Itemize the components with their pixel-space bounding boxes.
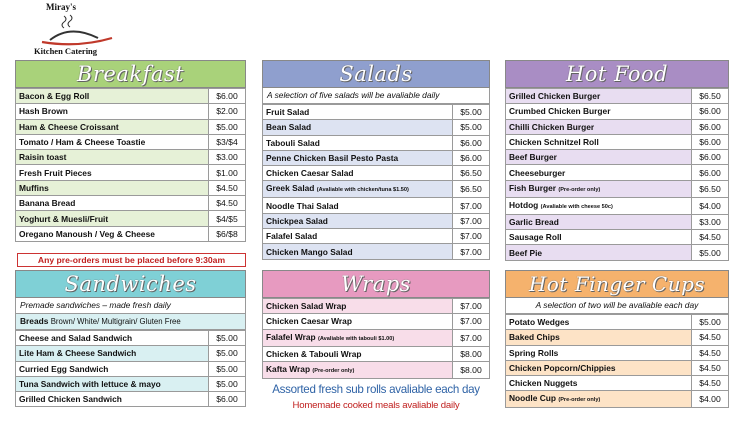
menu-item-name [506,104,692,119]
menu-item-name [506,230,692,245]
menu-item-price: $4.50 [692,345,729,360]
menu-item-label: Greek Salad [266,183,315,194]
menu-item-price: $6.50 [692,89,729,104]
menu-item-name [263,120,453,135]
sandwiches-header: Sandwiches [15,270,246,298]
menu-item-label: Chilli Chicken Burger [509,121,595,132]
salads-table [262,104,490,260]
menu-item-label: Garlic Bread [509,216,559,227]
menu-item-row [263,299,490,314]
menu-item-row [263,329,490,346]
menu-item-row [16,392,246,407]
menu-item-row [506,245,729,260]
menu-item-name [263,135,453,150]
menu-item-label: Hotdog [509,199,539,210]
menu-item-name [263,361,453,378]
menu-item-name [16,392,209,407]
menu-item-row [263,198,490,213]
menu-item-row [16,89,246,104]
menu-item-row [16,104,246,119]
menu-item-row [16,119,246,134]
menu-item-row [506,345,729,360]
menu-item-name [263,181,453,198]
menu-item-label: Tomato / Ham & Cheese Toastie [19,137,146,148]
menu-item-row [506,214,729,229]
menu-item-label: Noodle Cup [509,393,556,404]
menu-item-label: Chicken Caesar Wrap [266,316,352,327]
sandwiches-table [15,330,246,407]
breakfast-header: Breakfast [15,60,246,88]
menu-item-label: Raisin toast [19,152,67,163]
menu-item-label: Fruit Salad [266,107,310,118]
menu-item-price: $6.50 [453,181,490,198]
menu-item-row [16,150,246,165]
menu-item-price: $5.00 [209,346,246,361]
menu-item-label: Beef Pie [509,247,543,258]
menu-item-name [16,376,209,391]
hot-finger-cups-table [505,314,729,408]
menu-item-row [263,244,490,259]
menu-item-row [263,314,490,329]
menu-item-price: $4.50 [692,360,729,375]
menu-item-note: (Avaliable with cheese 50c) [540,203,613,210]
menu-item-note: (Pre-order only) [558,397,601,404]
logo [30,2,120,56]
hot-finger-cups-note: A selection of two will be avaliable each day [505,298,729,314]
menu-item-label: Tuna Sandwich with lettuce & mayo [19,379,161,390]
menu-item-label: Chicken Nuggets [509,378,578,389]
menu-item-price: $8.00 [453,361,490,378]
menu-item-price: $4.50 [692,376,729,391]
menu-item-name [16,180,209,195]
menu-item-label: Yoghurt & Muesli/Fruit [19,213,109,224]
menu-item-label: Lite Ham & Cheese Sandwich [19,348,137,359]
menu-item-price: $4.00 [692,197,729,214]
menu-item-row [506,315,729,330]
hot-food-table [505,88,729,261]
menu-item-label: Grilled Chicken Burger [509,91,601,102]
menu-item-label: Cheese and Salad Sandwich [19,333,133,344]
menu-item-name [16,211,209,226]
menu-item-price: $6.00 [692,119,729,134]
sandwiches-note: Premade sandwiches – made fresh daily [15,298,246,314]
menu-item-price: $2.00 [209,104,246,119]
menu-item-label: Bean Salad [266,122,312,133]
menu-item-name [263,198,453,213]
menu-item-label: Grilled Chicken Sandwich [19,394,122,405]
menu-item-label: Crumbed Chicken Burger [509,106,611,117]
hot-finger-cups-header: Hot Finger Cups [505,270,729,298]
menu-item-row [506,360,729,375]
menu-item-price: $7.00 [453,329,490,346]
menu-item-name [263,150,453,165]
menu-item-price: $5.00 [692,315,729,330]
menu-item-name [506,89,692,104]
menu-item-label: Muffins [19,182,49,193]
menu-item-row [263,150,490,165]
menu-item-price: $3/$4 [209,134,246,149]
menu-item-row [263,361,490,378]
menu-item-label: Falafel Wrap [266,331,316,342]
menu-item-price: $3.00 [209,150,246,165]
menu-item-label: Oregano Manoush / Veg & Cheese [19,228,155,239]
menu-item-row [16,211,246,226]
menu-item-label: Fresh Fruit Pieces [19,167,92,178]
menu-item-price: $4.50 [209,196,246,211]
menu-item-price: $5.00 [692,245,729,260]
menu-item-label: Ham & Cheese Croissant [19,121,119,132]
menu-item-row [16,180,246,195]
menu-item-name [16,89,209,104]
menu-item-name [16,150,209,165]
menu-item-price: $6/$8 [209,226,246,241]
menu-item-row [263,166,490,181]
menu-item-label: Noodle Thai Salad [266,200,339,211]
menu-item-name [506,197,692,214]
menu-item-price: $4/$5 [209,211,246,226]
menu-item-note: (Pre-order only) [558,186,601,193]
menu-item-name [506,165,692,180]
menu-item-row [263,213,490,228]
menu-item-note: (Pre-order only) [312,367,355,374]
menu-item-label: Spring Rolls [509,347,559,358]
menu-item-price: $6.50 [692,180,729,197]
menu-item-name [506,376,692,391]
menu-item-label: Chickpea Salad [266,215,328,226]
menu-item-row [263,346,490,361]
wraps-table [262,298,490,379]
menu-item-name [506,315,692,330]
menu-item-name [263,346,453,361]
menu-item-price: $7.00 [453,213,490,228]
menu-item-name [506,180,692,197]
menu-item-name [506,245,692,260]
menu-item-label: Beef Burger [509,152,557,163]
breakfast-panel [15,60,246,242]
menu-item-price: $4.50 [692,330,729,345]
salads-panel [262,60,490,260]
menu-item-row [16,196,246,211]
hot-food-header: Hot Food [505,60,729,88]
menu-item-name [16,119,209,134]
logo-name-top: Miray's [46,2,76,12]
menu-item-label: Bacon & Egg Roll [19,91,90,102]
menu-item-price: $5.00 [209,361,246,376]
menu-item-price: $6.00 [209,89,246,104]
menu-item-row [263,135,490,150]
menu-item-price: $8.00 [453,346,490,361]
menu-item-name [506,360,692,375]
wraps-panel [262,270,490,379]
sandwiches-panel [15,270,246,407]
menu-item-label: Curried Egg Sandwich [19,363,109,374]
menu-item-price: $4.00 [692,391,729,408]
menu-item-row [16,226,246,241]
menu-item-row [16,376,246,391]
menu-item-name [506,391,692,408]
menu-item-name [16,226,209,241]
salads-header: Salads [262,60,490,88]
menu-item-name [506,345,692,360]
menu-item-price: $6.00 [453,150,490,165]
menu-item-row [263,120,490,135]
menu-item-row [263,181,490,198]
menu-item-row [263,229,490,244]
menu-item-label: Tabouli Salad [266,137,320,148]
menu-item-name [263,213,453,228]
menu-item-price: $7.00 [453,314,490,329]
menu-item-row [16,165,246,180]
menu-item-row [506,119,729,134]
menu-item-name [506,134,692,149]
menu-item-label: Chicken Popcorn/Chippies [509,363,616,374]
menu-item-label: Chicken & Tabouli Wrap [266,348,362,359]
menu-item-row [506,134,729,149]
menu-item-label: Fish Burger [509,182,556,193]
menu-item-price: $6.00 [453,135,490,150]
menu-item-row [16,346,246,361]
menu-item-row [506,330,729,345]
menu-item-price: $6.00 [692,104,729,119]
logo-name-bottom: Kitchen Catering [34,46,98,56]
menu-item-price: $3.00 [692,214,729,229]
menu-item-price: $5.00 [209,331,246,346]
menu-item-row [506,180,729,197]
breads-row [15,314,246,330]
menu-item-row [506,104,729,119]
menu-item-price: $6.00 [692,134,729,149]
menu-item-name [263,105,453,120]
menu-item-name [263,299,453,314]
menu-item-price: $4.50 [692,230,729,245]
salads-note: A selection of five salads will be avaliable daily [262,88,490,104]
menu-item-name [263,229,453,244]
wraps-header: Wraps [262,270,490,298]
menu-item-row [506,165,729,180]
menu-item-price: $6.00 [209,392,246,407]
menu-item-price: $5.00 [209,119,246,134]
breads-label: Breads [20,316,49,326]
menu-item-label: Cheeseburger [509,167,566,178]
menu-item-row [506,89,729,104]
menu-item-row [16,361,246,376]
menu-item-name [263,314,453,329]
menu-item-row [506,150,729,165]
menu-item-price: $5.00 [453,120,490,135]
menu-item-name [16,104,209,119]
menu-item-price: $4.50 [209,180,246,195]
menu-item-note: (Avaliable with chicken/tuna $1.50) [316,187,409,194]
menu-item-label: Hash Brown [19,106,68,117]
menu-item-label: Banana Bread [19,198,76,209]
menu-item-name [506,150,692,165]
menu-item-name [506,214,692,229]
menu-item-price: $7.00 [453,229,490,244]
menu-item-row [506,391,729,408]
menu-item-name [506,330,692,345]
menu-item-label: Sausage Roll [509,232,562,243]
menu-item-name [16,134,209,149]
breads-options: Brown/ White/ Multigrain/ Gluten Free [50,317,181,326]
menu-item-row [506,197,729,214]
menu-item-label: Chicken Schnitzel Roll [509,137,599,148]
sub-rolls-notice: Assorted fresh sub rolls avaliable each day [272,383,480,396]
menu-item-row [16,134,246,149]
menu-item-row [506,230,729,245]
menu-item-label: Potato Wedges [509,317,570,328]
menu-item-price: $6.50 [453,166,490,181]
menu-item-name [16,346,209,361]
menu-item-label: Chicken Mango Salad [266,246,353,257]
menu-item-name [16,331,209,346]
menu-item-label: Penne Chicken Basil Pesto Pasta [266,153,399,164]
menu-item-name [16,196,209,211]
menu-item-label: Falafel Salad [266,231,318,242]
menu-item-name [263,329,453,346]
menu-item-row [16,331,246,346]
hot-food-panel [505,60,729,261]
menu-item-price: $6.00 [692,150,729,165]
menu-item-price: $7.00 [453,244,490,259]
preorder-notice: Any pre-orders must be placed before 9:30am [17,253,246,267]
menu-item-name [16,361,209,376]
homemade-meals-notice: Homemade cooked meals avaliable daily [292,400,460,411]
menu-item-price: $1.00 [209,165,246,180]
menu-item-price: $5.00 [209,376,246,391]
menu-item-name [506,119,692,134]
menu-item-price: $7.00 [453,198,490,213]
menu-item-name [263,244,453,259]
menu-item-label: Kafta Wrap [266,363,311,374]
menu-item-name [263,166,453,181]
breakfast-table [15,88,246,242]
menu-item-price: $7.00 [453,299,490,314]
menu-item-label: Chicken Caesar Salad [266,168,354,179]
menu-item-row [263,105,490,120]
menu-item-price: $5.00 [453,105,490,120]
hot-finger-cups-panel [505,270,729,408]
menu-item-name [16,165,209,180]
menu-item-row [506,376,729,391]
menu-item-label: Baked Chips [509,332,560,343]
menu-item-label: Chicken Salad Wrap [266,301,347,312]
cloche-icon [36,12,114,46]
menu-item-price: $6.00 [692,165,729,180]
menu-item-note: (Avaliable with tabouli $1.00) [317,335,395,342]
